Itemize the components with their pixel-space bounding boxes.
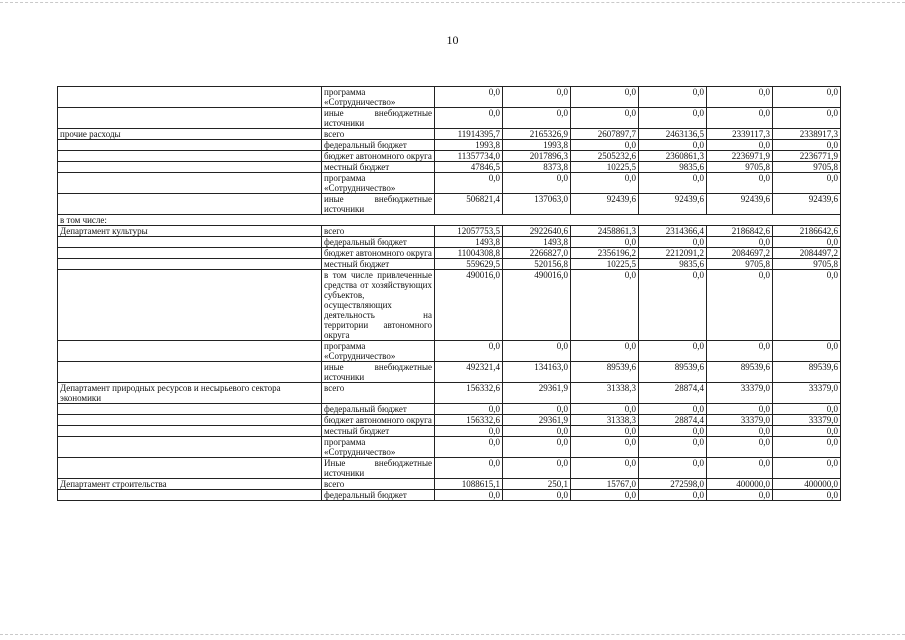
department-name-cell [58,237,322,248]
value-cell: 9705,8 [773,259,841,270]
department-name-cell: Департамент природных ресурсов и несырьевого сектора экономики [58,383,322,404]
value-cell: 0,0 [773,341,841,362]
page-number: 10 [446,33,459,47]
funding-source-cell: иные внебюджетные источники [322,108,435,129]
table-row [58,362,841,383]
department-name-cell [58,490,322,501]
value-cell: 0,0 [503,437,571,458]
value-cell: 1088615,1 [435,479,503,490]
value-cell: 0,0 [571,237,639,248]
value-cell: 0,0 [639,173,707,194]
table-row [58,479,841,490]
value-cell: 29361,9 [503,415,571,426]
value-cell: 1993,8 [435,140,503,151]
value-cell: 0,0 [639,237,707,248]
value-cell: 2505232,6 [571,151,639,162]
value-cell: 0,0 [503,458,571,479]
department-name-cell [58,194,322,215]
value-cell: 9705,8 [707,162,773,173]
table-row [58,404,841,415]
value-cell: 0,0 [571,458,639,479]
department-name-cell [58,458,322,479]
funding-source-cell: бюджет автономного округа [322,415,435,426]
value-cell: 0,0 [773,426,841,437]
value-cell: 0,0 [707,87,773,108]
value-cell: 11357734,0 [435,151,503,162]
value-cell: 0,0 [435,87,503,108]
funding-source-cell: всего [322,479,435,490]
table-row [58,129,841,140]
value-cell: 2356196,2 [571,248,639,259]
value-cell: 0,0 [571,426,639,437]
value-cell: 559629,5 [435,259,503,270]
value-cell: 520156,8 [503,259,571,270]
department-name-cell: Департамент культуры [58,226,322,237]
department-name-cell [58,108,322,129]
value-cell: 0,0 [707,404,773,415]
funding-source-cell: федеральный бюджет [322,490,435,501]
scan-edge-top [0,2,905,3]
value-cell: 400000,0 [707,479,773,490]
value-cell: 0,0 [503,341,571,362]
value-cell: 2236971,9 [707,151,773,162]
value-cell: 0,0 [707,437,773,458]
value-cell: 47846,5 [435,162,503,173]
value-cell: 0,0 [773,270,841,341]
value-cell: 0,0 [435,490,503,501]
table-row [58,415,841,426]
table-row [58,108,841,129]
value-cell: 0,0 [773,458,841,479]
value-cell: 10225,5 [571,162,639,173]
table-row [58,87,841,108]
funding-source-cell: программа «Сотрудничество» [322,173,435,194]
value-cell: 2186842,6 [707,226,773,237]
value-cell: 0,0 [639,270,707,341]
table-row [58,341,841,362]
value-cell: 0,0 [571,437,639,458]
value-cell: 250,1 [503,479,571,490]
value-cell: 0,0 [571,270,639,341]
department-name-cell [58,259,322,270]
funding-source-cell: Иные внебюджетные источники [322,458,435,479]
value-cell: 31338,3 [571,415,639,426]
value-cell: 0,0 [639,341,707,362]
table-row [58,490,841,501]
value-cell: 0,0 [773,173,841,194]
department-name-cell [58,415,322,426]
value-cell: 156332,6 [435,383,503,404]
table-row [58,259,841,270]
funding-source-cell: иные внебюджетные источники [322,194,435,215]
value-cell: 2922640,6 [503,226,571,237]
value-cell: 0,0 [707,140,773,151]
department-name-cell [58,87,322,108]
value-cell: 11914395,7 [435,129,503,140]
value-cell: 2165326,9 [503,129,571,140]
value-cell: 0,0 [639,458,707,479]
value-cell: 28874,4 [639,415,707,426]
value-cell: 33379,0 [773,383,841,404]
department-name-cell [58,173,322,194]
department-name-cell [58,437,322,458]
value-cell: 490016,0 [503,270,571,341]
value-cell: 0,0 [571,140,639,151]
value-cell: 0,0 [571,87,639,108]
value-cell: 15767,0 [571,479,639,490]
department-name-cell [58,362,322,383]
value-cell: 0,0 [707,341,773,362]
value-cell: 2360861,3 [639,151,707,162]
funding-source-cell: местный бюджет [322,162,435,173]
value-cell: 9705,8 [773,162,841,173]
value-cell: 33379,0 [707,383,773,404]
value-cell: 12057753,5 [435,226,503,237]
value-cell: 0,0 [435,426,503,437]
value-cell: 0,0 [773,108,841,129]
value-cell: 0,0 [707,270,773,341]
department-name-cell [58,162,322,173]
value-cell: 0,0 [435,437,503,458]
funding-source-cell: всего [322,129,435,140]
table-row [58,173,841,194]
value-cell: 2212091,2 [639,248,707,259]
value-cell: 10225,5 [571,259,639,270]
value-cell: 0,0 [435,458,503,479]
value-cell: 0,0 [571,404,639,415]
table-row [58,248,841,259]
funding-source-cell: всего [322,383,435,404]
value-cell: 492321,4 [435,362,503,383]
value-cell: 0,0 [435,341,503,362]
value-cell: 1493,8 [435,237,503,248]
value-cell: 506821,4 [435,194,503,215]
value-cell: 89539,6 [773,362,841,383]
department-name-cell [58,341,322,362]
value-cell: 2084697,2 [707,248,773,259]
value-cell: 0,0 [639,490,707,501]
value-cell: 9835,6 [639,259,707,270]
value-cell: 2084497,2 [773,248,841,259]
department-name-cell [58,151,322,162]
value-cell: 92439,6 [773,194,841,215]
table-row [58,226,841,237]
funding-source-cell: иные внебюджетные источники [322,362,435,383]
funding-source-cell: бюджет автономного округа [322,151,435,162]
funding-source-cell: федеральный бюджет [322,237,435,248]
value-cell: 29361,9 [503,383,571,404]
value-cell: 0,0 [435,404,503,415]
funding-source-cell: всего [322,226,435,237]
value-cell: 31338,3 [571,383,639,404]
table-row [58,437,841,458]
value-cell: 490016,0 [435,270,503,341]
table-row [58,162,841,173]
value-cell: 0,0 [503,87,571,108]
value-cell: 89539,6 [571,362,639,383]
value-cell: 0,0 [435,173,503,194]
value-cell: 0,0 [435,108,503,129]
value-cell: 2458861,3 [571,226,639,237]
value-cell: 272598,0 [639,479,707,490]
value-cell: 0,0 [503,173,571,194]
department-name-cell [58,426,322,437]
value-cell: 1993,8 [503,140,571,151]
funding-source-cell: программа «Сотрудничество» [322,87,435,108]
value-cell: 0,0 [503,404,571,415]
value-cell: 9835,6 [639,162,707,173]
value-cell: 137063,0 [503,194,571,215]
value-cell: 0,0 [639,426,707,437]
department-name-cell: Департамент строительства [58,479,322,490]
value-cell: 2017896,3 [503,151,571,162]
value-cell: 0,0 [639,108,707,129]
funding-source-cell: федеральный бюджет [322,404,435,415]
value-cell: 0,0 [571,490,639,501]
table-row [58,140,841,151]
value-cell: 400000,0 [773,479,841,490]
value-cell: 0,0 [571,341,639,362]
department-name-cell [58,404,322,415]
value-cell: 0,0 [503,490,571,501]
department-name-cell: прочие расходы [58,129,322,140]
value-cell: 0,0 [639,140,707,151]
value-cell: 0,0 [707,458,773,479]
value-cell: 2338917,3 [773,129,841,140]
value-cell: 33379,0 [707,415,773,426]
value-cell: 0,0 [503,108,571,129]
value-cell: 92439,6 [571,194,639,215]
value-cell: 8373,8 [503,162,571,173]
table-row [58,426,841,437]
value-cell: 0,0 [707,490,773,501]
value-cell: 89539,6 [639,362,707,383]
funding-source-cell: в том числе привлеченные средства от хозяйствующих субъектов, осуществляющих деятельность на территории автономного округа [322,270,435,341]
value-cell: 33379,0 [773,415,841,426]
value-cell: 2314366,4 [639,226,707,237]
value-cell: 0,0 [773,437,841,458]
value-cell: 92439,6 [639,194,707,215]
value-cell: 0,0 [773,140,841,151]
value-cell: 0,0 [773,87,841,108]
value-cell: 2236771,9 [773,151,841,162]
value-cell: 0,0 [639,404,707,415]
value-cell: 134163,0 [503,362,571,383]
value-cell: 0,0 [773,404,841,415]
table-row [58,458,841,479]
value-cell: 0,0 [503,426,571,437]
value-cell: 2463136,5 [639,129,707,140]
section-row [58,215,841,226]
value-cell: 156332,6 [435,415,503,426]
department-name-cell [58,270,322,341]
department-name-cell [58,140,322,151]
funding-source-cell: программа «Сотрудничество» [322,437,435,458]
value-cell: 2339117,3 [707,129,773,140]
budget-table [57,86,841,501]
table-row [58,383,841,404]
scan-edge-bottom [0,634,905,635]
value-cell: 0,0 [707,426,773,437]
section-label: в том числе: [58,215,841,226]
value-cell: 11004308,8 [435,248,503,259]
value-cell: 0,0 [773,490,841,501]
value-cell: 2266827,0 [503,248,571,259]
funding-source-cell: местный бюджет [322,426,435,437]
table-row [58,151,841,162]
funding-source-cell: бюджет автономного округа [322,248,435,259]
value-cell: 0,0 [571,108,639,129]
value-cell: 1493,8 [503,237,571,248]
funding-source-cell: местный бюджет [322,259,435,270]
value-cell: 9705,8 [707,259,773,270]
department-name-cell [58,248,322,259]
funding-source-cell: программа «Сотрудничество» [322,341,435,362]
table-row [58,194,841,215]
value-cell: 28874,4 [639,383,707,404]
value-cell: 0,0 [707,173,773,194]
value-cell: 0,0 [707,108,773,129]
value-cell: 0,0 [571,173,639,194]
value-cell: 92439,6 [707,194,773,215]
value-cell: 0,0 [773,237,841,248]
value-cell: 2607897,7 [571,129,639,140]
value-cell: 0,0 [639,87,707,108]
value-cell: 89539,6 [707,362,773,383]
table-row [58,270,841,341]
funding-source-cell: федеральный бюджет [322,140,435,151]
value-cell: 2186642,6 [773,226,841,237]
value-cell: 0,0 [639,437,707,458]
value-cell: 0,0 [707,237,773,248]
table-row [58,237,841,248]
